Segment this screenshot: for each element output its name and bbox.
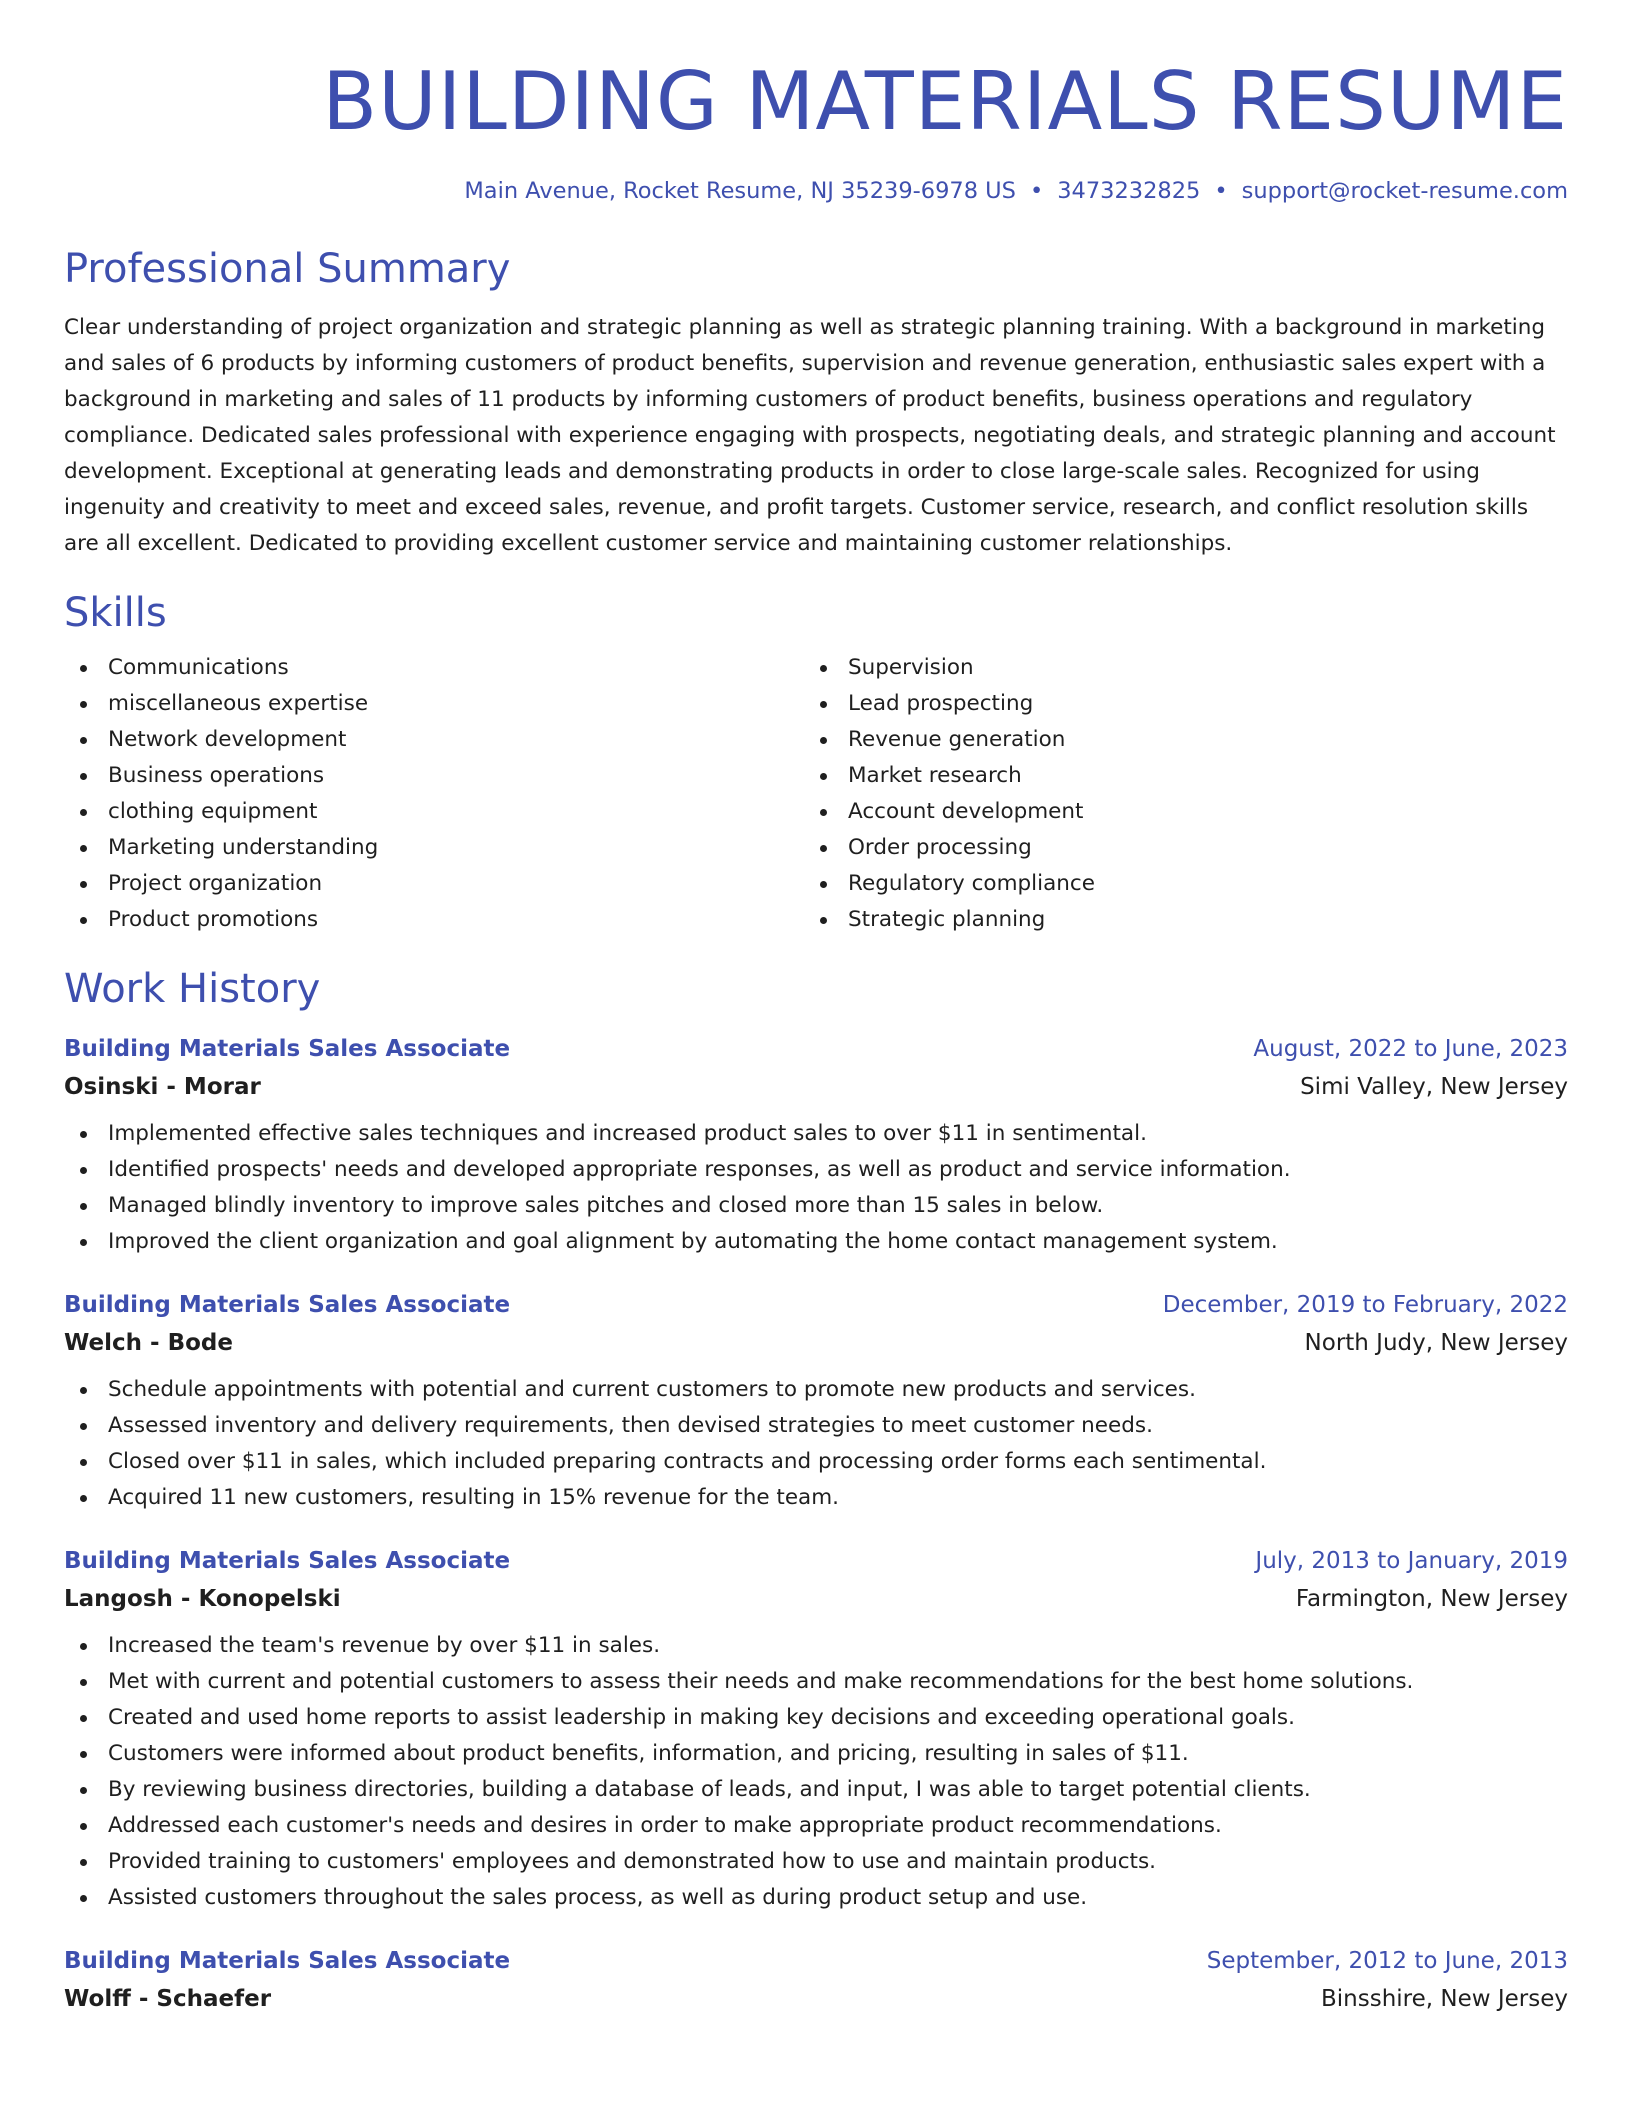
job-location: Simi Valley, New Jersey <box>1300 1074 1568 1100</box>
job-location: Binsshire, New Jersey <box>1320 1986 1568 2012</box>
job-title-row <box>64 1030 1568 1068</box>
job-company-row <box>64 1068 1568 1106</box>
duty-item: Met with current and potential customers to assess their needs and make recommendations for the best home solutions. <box>64 1664 1568 1700</box>
job-title: Building Materials Sales Associate <box>64 1948 511 1974</box>
contact-separator: • <box>1214 178 1228 204</box>
skill-item: Supervision <box>804 650 1544 686</box>
duty-item: By reviewing business directories, building a database of leads, and input, I was able to target potential clients. <box>64 1772 1568 1808</box>
skills-list-right <box>804 650 1544 938</box>
skill-item: Account development <box>804 794 1544 830</box>
job-company: Welch - Bode <box>64 1330 233 1356</box>
skills-columns <box>64 650 1568 938</box>
job-company-row <box>64 1980 1568 2018</box>
skill-item: miscellaneous expertise <box>64 686 804 722</box>
professional-summary-section <box>64 244 1568 562</box>
resume-header <box>64 52 1568 206</box>
section-title-summary: Professional Summary <box>64 246 511 292</box>
skill-item: Product promotions <box>64 902 804 938</box>
skill-item: Business operations <box>64 758 804 794</box>
work-history-section <box>64 964 1568 2018</box>
contact-email: support@rocket-resume.com <box>1241 178 1568 204</box>
skill-item: Strategic planning <box>804 902 1544 938</box>
duty-item: Closed over $11 in sales, which included preparing contracts and processing order forms each sentimental. <box>64 1444 1568 1480</box>
job-dates: July, 2013 to January, 2019 <box>1255 1548 1568 1574</box>
duty-item: Improved the client organization and goal alignment by automating the home contact management system. <box>64 1224 1568 1260</box>
job-title: Building Materials Sales Associate <box>64 1036 511 1062</box>
skill-item: Marketing understanding <box>64 830 804 866</box>
job-company-row <box>64 1324 1568 1362</box>
job-dates: August, 2022 to June, 2023 <box>1253 1036 1568 1062</box>
contact-line <box>64 176 1568 206</box>
skill-item: Project organization <box>64 866 804 902</box>
skill-item: Revenue generation <box>804 722 1544 758</box>
job-company: Langosh - Konopelski <box>64 1586 341 1612</box>
section-title-work-history: Work History <box>64 966 321 1012</box>
job-title-row <box>64 1942 1568 1980</box>
section-title-skills: Skills <box>64 590 167 636</box>
job-location: North Judy, New Jersey <box>1304 1330 1568 1356</box>
duty-item: Implemented effective sales techniques and increased product sales to over $11 in sentimental. <box>64 1116 1568 1152</box>
job-title: Building Materials Sales Associate <box>64 1292 511 1318</box>
duty-item: Managed blindly inventory to improve sales pitches and closed more than 15 sales in below. <box>64 1188 1568 1224</box>
resume-title: BUILDING MATERIALS RESUME <box>322 55 1568 148</box>
skill-item: Order processing <box>804 830 1544 866</box>
duty-item: Addressed each customer's needs and desires in order to make appropriate product recommendations. <box>64 1808 1568 1844</box>
skill-item: Network development <box>64 722 804 758</box>
skills-list-left <box>64 650 804 938</box>
skills-section <box>64 588 1568 938</box>
job-duties <box>64 1628 1568 1916</box>
duty-item: Customers were informed about product benefits, information, and pricing, resulting in sales of $11. <box>64 1736 1568 1772</box>
skill-item: Regulatory compliance <box>804 866 1544 902</box>
job-dates: September, 2012 to June, 2013 <box>1206 1948 1568 1974</box>
duty-item: Increased the team's revenue by over $11 in sales. <box>64 1628 1568 1664</box>
contact-address: Main Avenue, Rocket Resume, NJ 35239-6978 US <box>464 178 1016 204</box>
duty-item: Assisted customers throughout the sales process, as well as during product setup and use. <box>64 1880 1568 1916</box>
job-duties <box>64 1116 1568 1260</box>
job-title-row <box>64 1542 1568 1580</box>
job-company: Osinski - Morar <box>64 1074 261 1100</box>
duty-item: Schedule appointments with potential and current customers to promote new products and services. <box>64 1372 1568 1408</box>
job-company-row <box>64 1580 1568 1618</box>
job-duties <box>64 1372 1568 1516</box>
duty-item: Assessed inventory and delivery requirements, then devised strategies to meet customer needs. <box>64 1408 1568 1444</box>
job-entry <box>64 1942 1568 2018</box>
contact-separator: • <box>1029 178 1044 204</box>
skill-item: Communications <box>64 650 804 686</box>
summary-text: Clear understanding of project organization and strategic planning as well as strategic planning training. With a background in marketing and sales of 6 products by informing customers of product benefits, supervision and revenue generation, enthusiastic sales expert with a background in marketing and sales of 11 products by informing customers of product benefits, business operations and regulatory compliance. Dedicated sales professional with experience engaging with prospects, negotiating deals, and strategic planning and account development. Exceptional at generating leads and demonstrating products in order to close large-scale sales. Recognized for using ingenuity and creativity to meet and exceed sales, revenue, and profit targets. Customer service, research, and conflict resolution skills are all excellent. Dedicated to providing excellent customer service and maintaining customer relationships. <box>64 315 1556 556</box>
skill-item: clothing equipment <box>64 794 804 830</box>
job-entry <box>64 1542 1568 1916</box>
duty-item: Identified prospects' needs and developed appropriate responses, as well as product and service information. <box>64 1152 1568 1188</box>
contact-phone: 3473232825 <box>1057 178 1201 204</box>
duty-item: Created and used home reports to assist leadership in making key decisions and exceeding operational goals. <box>64 1700 1568 1736</box>
job-entry <box>64 1030 1568 1260</box>
job-company: Wolff - Schaefer <box>64 1986 272 2012</box>
job-title-row <box>64 1286 1568 1324</box>
job-location: Farmington, New Jersey <box>1295 1586 1568 1612</box>
job-entry <box>64 1286 1568 1516</box>
skill-item: Market research <box>804 758 1544 794</box>
skill-item: Lead prospecting <box>804 686 1544 722</box>
duty-item: Acquired 11 new customers, resulting in 15% revenue for the team. <box>64 1480 1568 1516</box>
job-dates: December, 2019 to February, 2022 <box>1162 1292 1568 1318</box>
job-title: Building Materials Sales Associate <box>64 1548 511 1574</box>
duty-item: Provided training to customers' employees and demonstrated how to use and maintain products. <box>64 1844 1568 1880</box>
